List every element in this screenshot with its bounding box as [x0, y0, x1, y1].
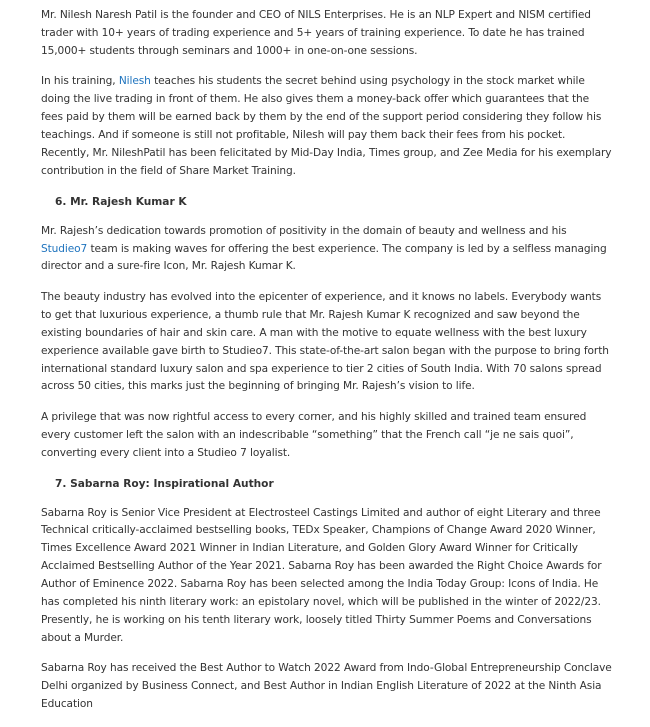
studieo7-link[interactable]: Studieo7: [41, 242, 88, 255]
paragraph-rajesh-industry: The beauty industry has evolved into the epicenter of experience, and it knows no labels. Everybody wants to get that luxurious experience, a thumb rule that Mr. Rajesh Kumar K recognized and saw beyond the existing boundaries of hair and skin care. A man with the motive to equate wellness with the best luxury experience available gave birth to Studieo7. This state-of-the-art salon began with the purpose to bring forth international standard luxury salon and spa experience to tier 2 cities of South India. With 70 salons spread across 50 cities, this marks just the beginning of bringing Mr. Rajesh’s vision to life.: [41, 290, 609, 393]
paragraph-rajesh-privilege: A privilege that was now rightful access to every corner, and his highly skilled and trained team ensured every customer left the salon with an indescribable “something” that the French call “je ne sais quoi”, converting every client into a Studieo 7 loyalist.: [41, 410, 587, 459]
paragraph-rajesh-intro: [41, 223, 613, 277]
paragraph-nilesh-intro: Mr. Nilesh Naresh Patil is the founder and CEO of NILS Enterprises. He is an NLP Expert and NISM certified trader with 10+ years of trading experience and 5+ years of training experience. To date he has trained 15,000+ students through seminars and 1000+ in one-on-one sessions.: [41, 9, 591, 57]
paragraph-sabarna-awards: Sabarna Roy has received the Best Author to Watch 2022 Award from Indo-Global Entrepreneurship Conclave Delhi organized by Business Connect, and Best Author in Indian English Literature of 2022 at the Ninth Asia Education: [41, 662, 612, 711]
paragraph-nilesh-training: [41, 73, 613, 180]
paragraph-text: In his training,: [41, 75, 119, 88]
article-body: [41, 7, 613, 727]
nilesh-link[interactable]: Nilesh: [118, 75, 151, 88]
section-heading-sabarna: 7. Sabarna Roy: Inspirational Author: [55, 478, 274, 491]
paragraph-sabarna-intro: Sabarna Roy is Senior Vice President at Electrosteel Castings Limited and author of eight Literary and three Technical critically-acclaimed bestselling books, TEDx Speaker, Champions of Change Award 2020 Winner, Times Excellence Award 2021 Winner in Indian Literature, and Golden Glory Award Winner for Critically Acclaimed Bestselling Author of the Year 2021. Sabarna Roy has been awarded the Right Choice Awards for Author of Eminence 2022. Sabarna Roy has been selected among the India Today Group: Icons of India. He has completed his ninth literary work: an epistolary novel, which will be published in the winter of 2022/23. Presently, he is working on his tenth literary work, loosely titled Thirty Summer Poems and Conversations about a Murder.: [41, 506, 602, 644]
section-heading-rajesh: 6. Mr. Rajesh Kumar K: [55, 196, 187, 209]
paragraph-text: team is making waves for offering the best experience. The company is led by a selfless managing director and a sure-fire Icon, Mr. Rajesh Kumar K.: [41, 242, 607, 273]
paragraph-text: teaches his students the secret behind using psychology in the stock market while doing the live trading in front of them. He also gives them a money-back offer which guarantees that the fees paid by them will be earned back by them by the end of the support period considering they follow his teachings. And if someone is still not profitable, Nilesh will pay them back their fees from his pocket. Recently, Mr. NileshPatil has been felicitated by Mid-Day India, Times group, and Zee Media for his exemplary contribution in the field of Share Market Training.: [41, 75, 612, 177]
paragraph-text: Mr. Rajesh’s dedication towards promotion of positivity in the domain of beauty and wellness and his: [41, 224, 567, 237]
